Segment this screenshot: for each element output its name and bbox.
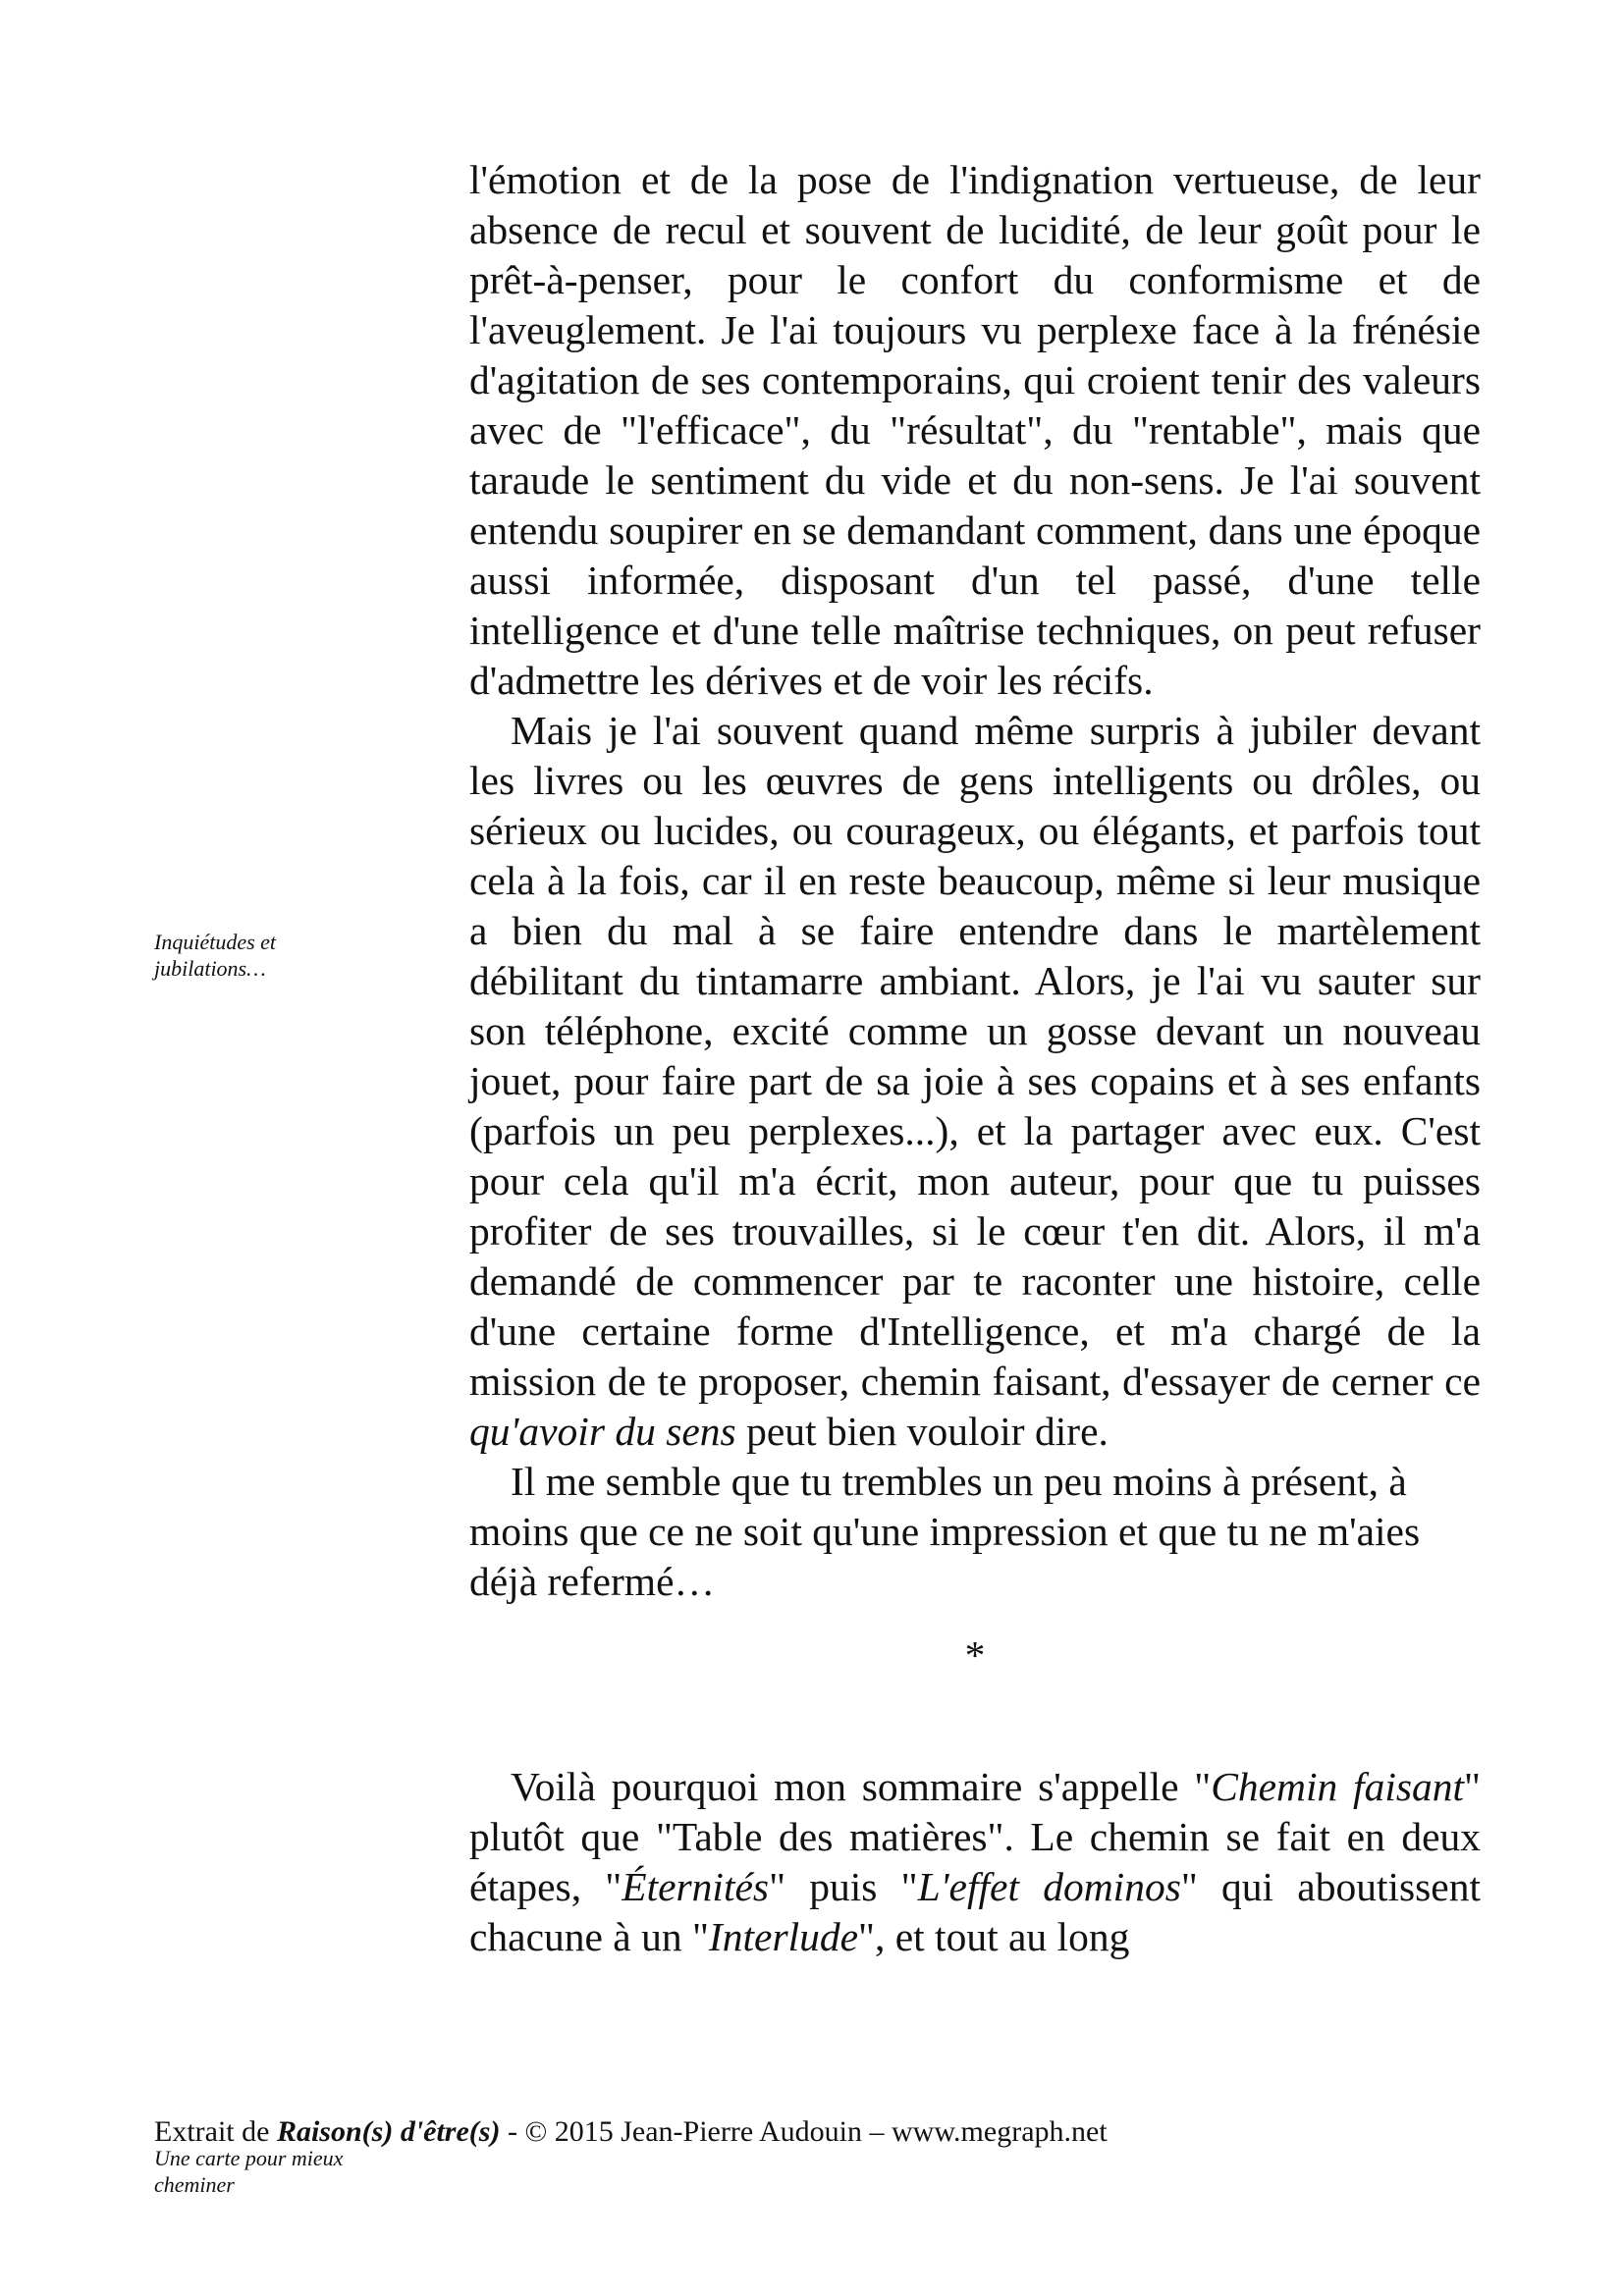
paragraph-2-text: Mais je l'ai souvent quand même surpris à jubiler devant les livres ou les œuvres de gens intelligents ou drôles, ou sérieux ou lucides, ou courageux, ou élégants, et parfois tout cela à la fois, car il en reste beaucoup, même si leur musique a bien du mal à se faire entendre dans le martèlement débilitant du tintamarre ambiant. Alors, je l'ai vu sauter sur son téléphone, excité comme un gosse devant un nouveau jouet, pour faire part de sa joie à ses copains et à ses enfants (parfois un peu perplexes...), et la partager avec eux. C'est pour cela qu'il m'a écrit, mon auteur, pour que tu puisses profiter de ses trouvailles, si le cœur t'en dit. Alors, il m'a demandé de commencer par te raconter une histoire, celle d'une certaine forme d'Intelligence, et m'a chargé de la mission de te proposer, chemin faisant, d'essayer de cerner ce — [469, 708, 1481, 1404]
footer-book-title: Raison(s) d'être(s) — [276, 2115, 501, 2148]
paragraph-4-part-a: Voilà pourquoi mon sommaire s'appelle " — [511, 1764, 1212, 1809]
paragraph-4-italic-2: Éternités — [622, 1864, 770, 1909]
paragraph-2 — [469, 706, 1481, 1457]
margin-note-carte: Une carte pour mieux cheminer — [154, 2146, 344, 2197]
paragraph-4 — [469, 1762, 1481, 1962]
paragraph-4-part-e: ", et tout au long — [858, 1914, 1130, 1959]
paragraph-4-italic-4: Interlude — [708, 1914, 859, 1959]
paragraph-4-italic-1: Chemin faisant — [1211, 1764, 1465, 1809]
paragraph-4-part-b: " plutôt que "Table des matières". Le chemin se fait en deux étapes, " — [469, 1764, 1481, 1909]
footer-prefix: Extrait de — [154, 2115, 277, 2148]
paragraph-1: l'émotion et de la pose de l'indignation vertueuse, de leur absence de recul et souvent de lucidité, de leur goût pour le prêt-à-penser, pour le confort du conformisme et de l'aveuglement. Je l'ai toujours vu perplexe face à la frénésie d'agitation de ses contemporains, qui croient tenir des valeurs avec de "l'efficace", du "résultat", du "rentable", mais que taraude le sentiment du vide et du non-sens. Je l'ai souvent entendu soupirer en se demandant comment, dans une époque aussi informée, disposant d'un tel passé, d'une telle intelligence et d'une telle maîtrise techniques, on peut refuser d'admettre les dérives et de voir les récifs. — [469, 157, 1481, 703]
paragraph-2-emphasis: qu'avoir du sens — [469, 1409, 736, 1454]
footer-copyright: - © 2015 Jean-Pierre Audouin – www.megraph.net — [500, 2115, 1108, 2148]
paragraph-4-part-d: " qui aboutissent chacune à un " — [469, 1864, 1482, 1959]
section-separator: * — [964, 1632, 986, 1678]
paragraph-2-end: peut bien vouloir dire. — [735, 1409, 1109, 1454]
margin-note-inquietudes: Inquiétudes et jubilations… — [154, 930, 277, 981]
paragraph-4-italic-3: L'effet dominos — [917, 1864, 1181, 1909]
paragraph-3: Il me semble que tu trembles un peu moins à présent, à moins que ce ne soit qu'une impression et que tu ne m'aies déjà refermé… — [469, 1459, 1421, 1604]
main-text-column — [469, 155, 1481, 1962]
paragraph-4-part-c: " puis " — [769, 1864, 918, 1909]
